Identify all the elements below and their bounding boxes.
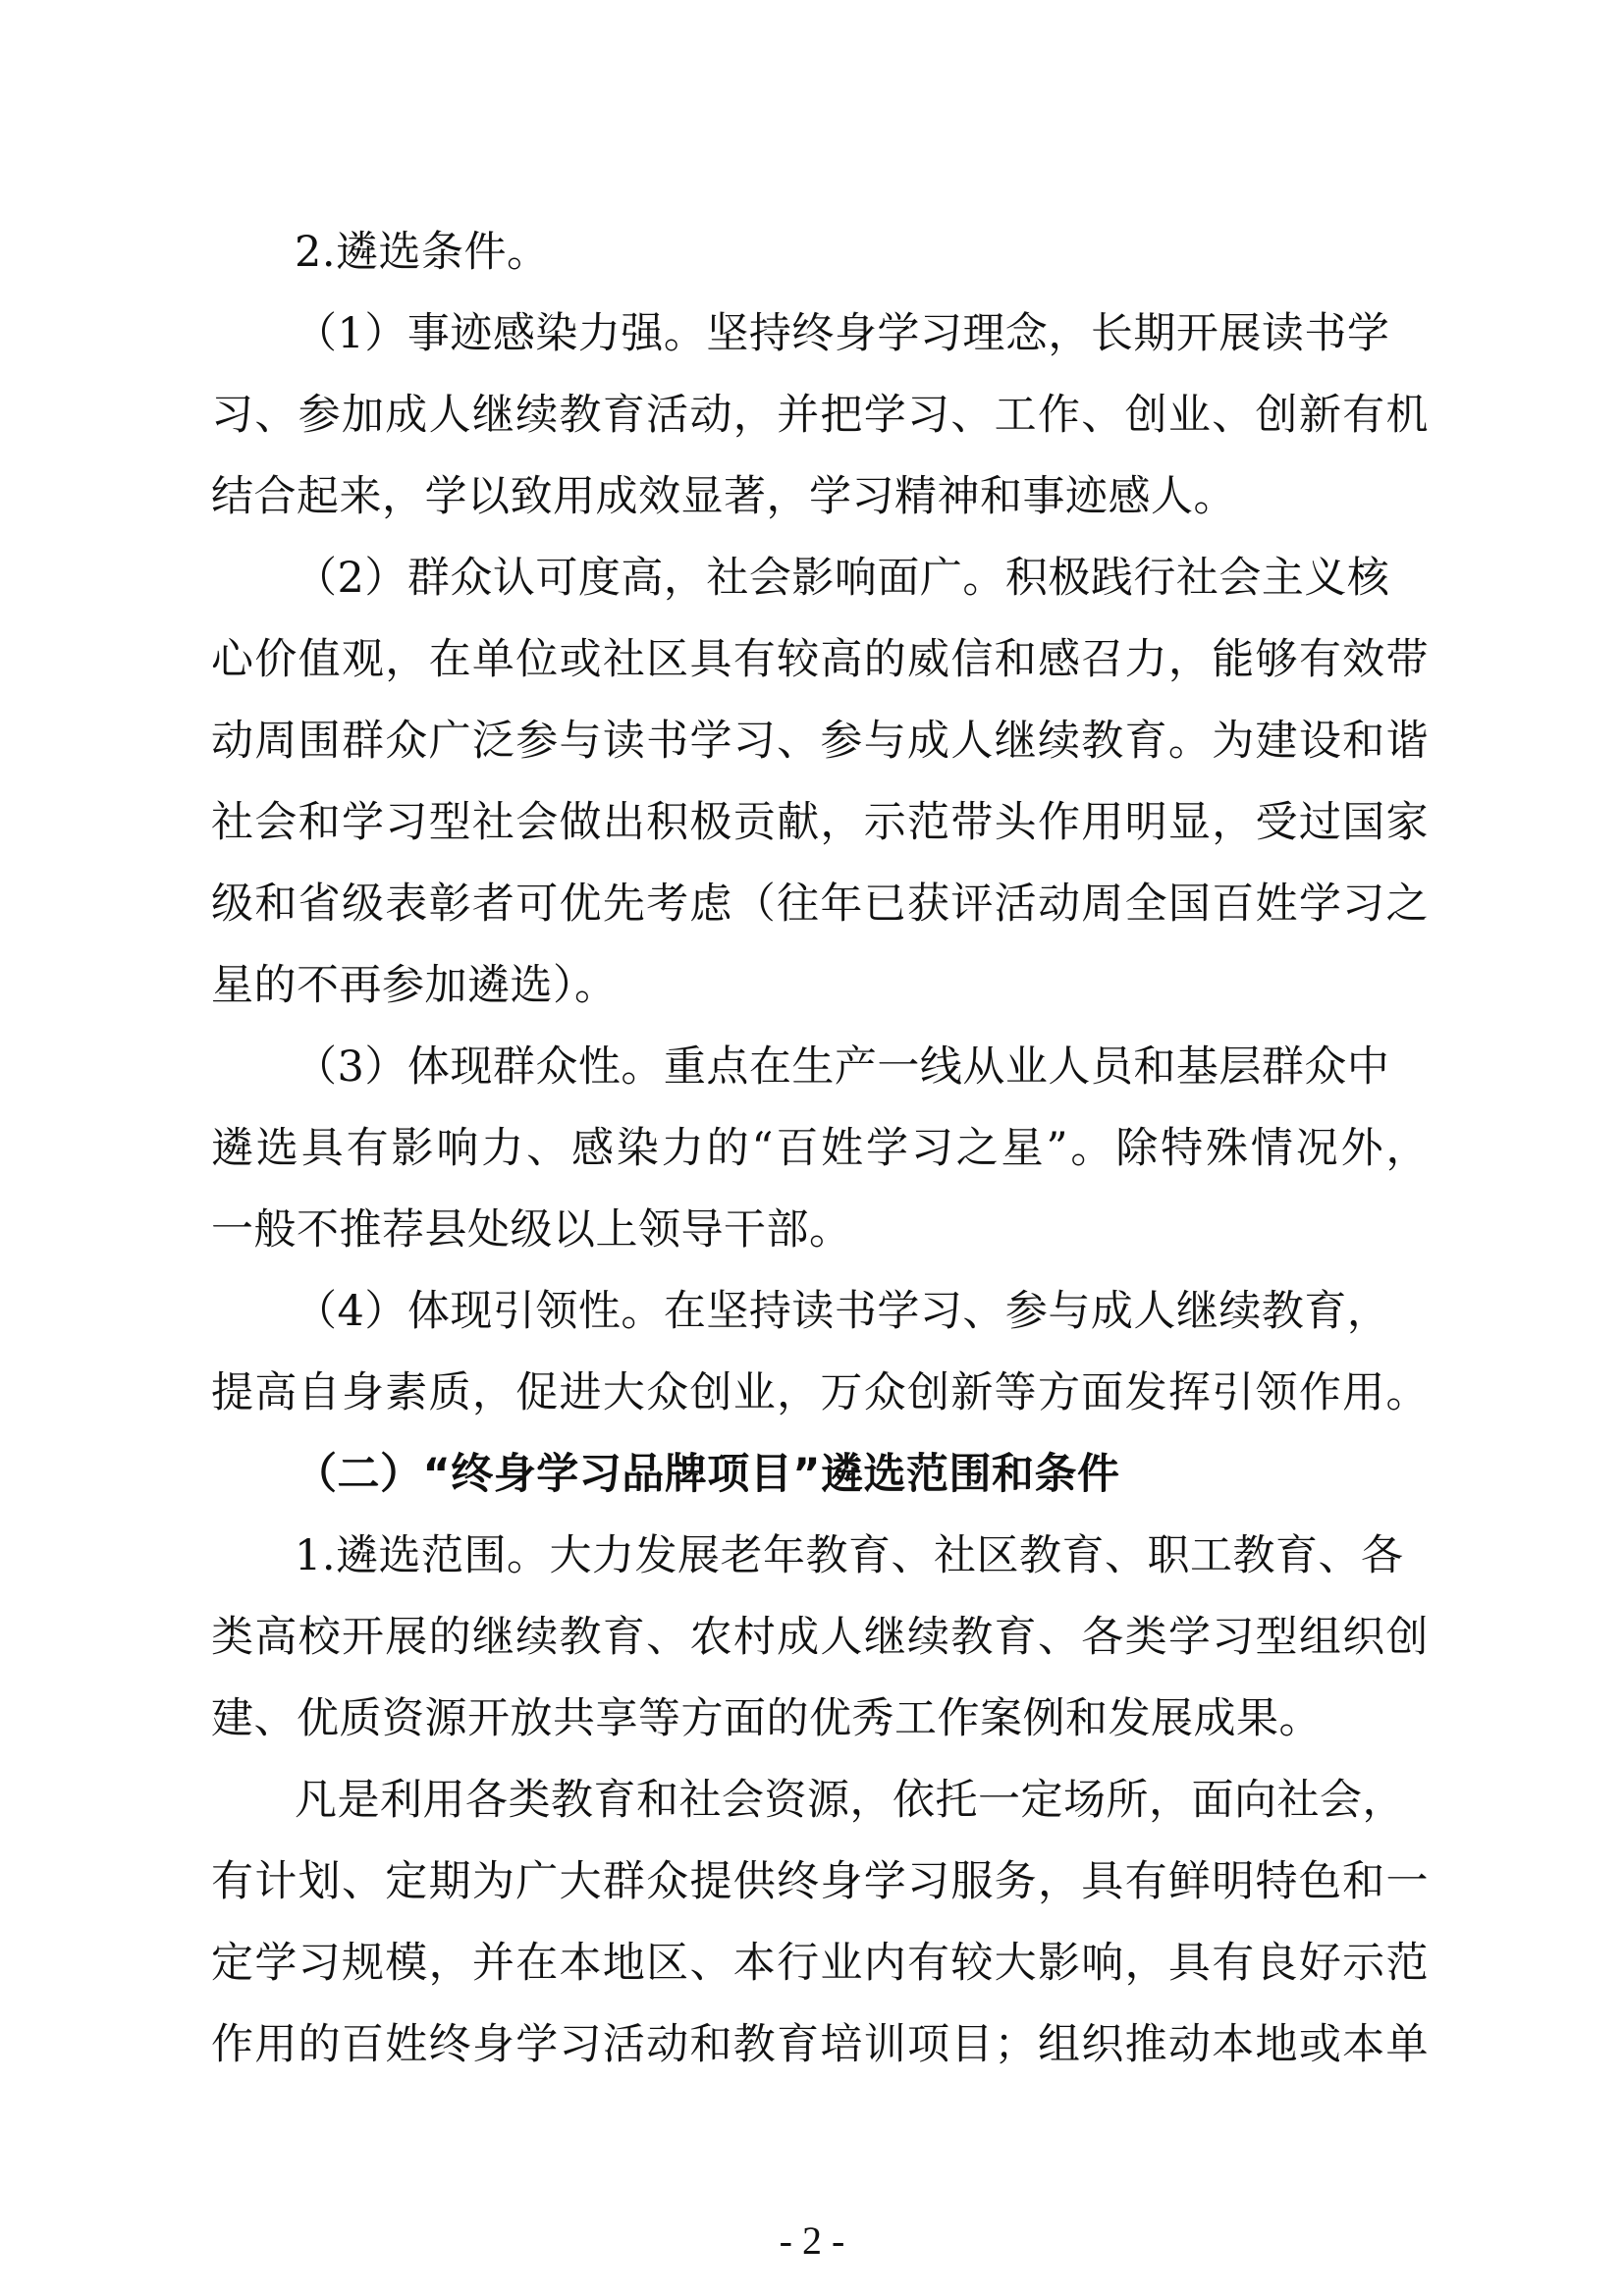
paragraph-line: 遴选具有影响力、感染力的“百姓学习之星”。除特殊情况外， — [211, 1124, 1429, 1173]
subsection-heading: 2.遴选条件。 — [295, 228, 550, 277]
paragraph-line: （3）体现群众性。重点在生产一线从业人员和基层群众中 — [295, 1042, 1390, 1092]
paragraph-line: 凡是利用各类教育和社会资源，依托一定场所，面向社会， — [295, 1776, 1405, 1825]
paragraph-line: 结合起来，学以致用成效显著，学习精神和事迹感人。 — [211, 472, 1236, 521]
section-heading: （二）“终身学习品牌项目”遴选范围和条件 — [295, 1450, 1120, 1499]
paragraph-line: 1.遴选范围。大力发展老年教育、社区教育、职工教育、各 — [295, 1531, 1404, 1580]
paragraph-line: 类高校开展的继续教育、农村成人继续教育、各类学习型组织创 — [211, 1613, 1429, 1662]
paragraph-line: 社会和学习型社会做出积极贡献，示范带头作用明显，受过国家 — [211, 798, 1429, 847]
paragraph-line: （1）事迹感染力强。坚持终身学习理念，长期开展读书学 — [295, 309, 1390, 358]
paragraph-line: 提高自身素质，促进大众创业，万众创新等方面发挥引领作用。 — [211, 1368, 1429, 1417]
paragraph-line: 级和省级表彰者可优先考虑（往年已获评活动周全国百姓学习之 — [211, 880, 1429, 929]
paragraph-line: 作用的百姓终身学习活动和教育培训项目；组织推动本地或本单 — [211, 2020, 1429, 2069]
paragraph-line: 心价值观，在单位或社区具有较高的威信和感召力，能够有效带 — [211, 635, 1429, 684]
paragraph-line: 习、参加成人继续教育活动，并把学习、工作、创业、创新有机 — [211, 391, 1429, 440]
paragraph-line: （2）群众认可度高，社会影响面广。积极践行社会主义核 — [295, 554, 1390, 603]
paragraph-line: 星的不再参加遴选）。 — [211, 961, 618, 1010]
paragraph-line: 定学习规模，并在本地区、本行业内有较大影响，具有良好示范 — [211, 1939, 1429, 1988]
paragraph-line: 一般不推荐县处级以上领导干部。 — [211, 1205, 852, 1255]
paragraph-line: 建、优质资源开放共享等方面的优秀工作案例和发展成果。 — [211, 1694, 1322, 1743]
paragraph-line: （4）体现引领性。在坚持读书学习、参与成人继续教育， — [295, 1287, 1390, 1336]
paragraph-line: 动周围群众广泛参与读书学习、参与成人继续教育。为建设和谐 — [211, 717, 1429, 766]
paragraph-line: 有计划、定期为广大群众提供终身学习服务，具有鲜明特色和一 — [211, 1857, 1429, 1906]
page-number: - 2 - — [779, 2218, 845, 2263]
